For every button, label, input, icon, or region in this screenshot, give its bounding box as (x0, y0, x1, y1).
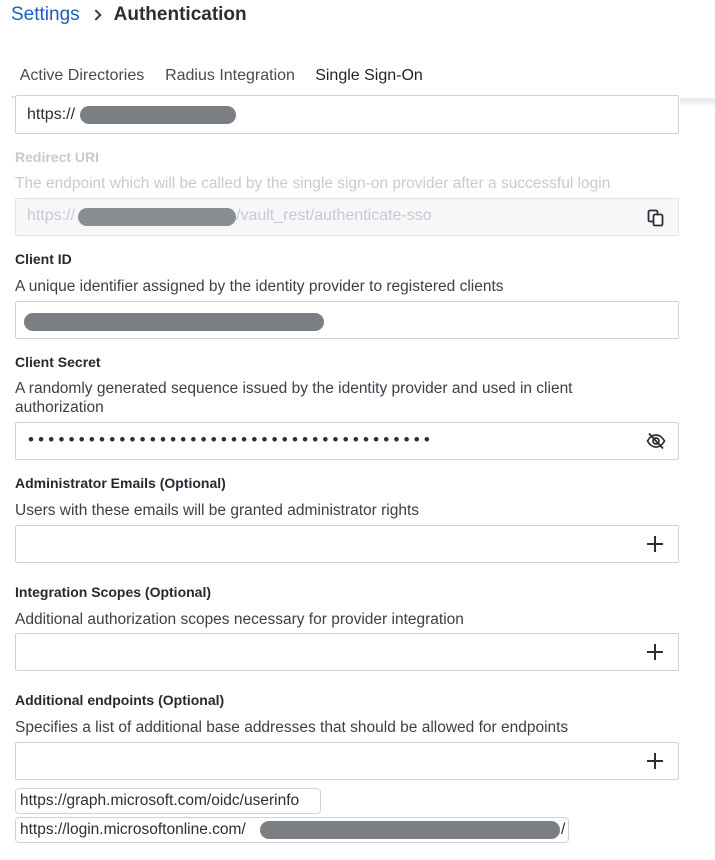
additional-endpoints-label: Additional endpoints (Optional) (15, 692, 225, 708)
redacted-text (80, 106, 236, 124)
plus-icon[interactable] (646, 752, 664, 770)
client-id-label: Client ID (15, 251, 72, 267)
integration-scopes-label: Integration Scopes (Optional) (15, 584, 212, 600)
redacted-text (260, 821, 560, 839)
tab-single-sign-on[interactable]: Single Sign-On (308, 58, 430, 98)
redirect-uri-field (15, 198, 679, 236)
integration-scopes-input[interactable] (15, 633, 679, 671)
redacted-text (78, 208, 236, 226)
redirect-uri-suffix: /vault_rest/authenticate-sso (236, 207, 432, 224)
scroll-shadow (680, 98, 715, 108)
redirect-uri-description: The endpoint which will be called by the single sign-on provider after a successful login (15, 175, 611, 192)
chevron-right-icon (90, 9, 101, 20)
client-secret-field[interactable] (15, 422, 679, 460)
redacted-text (24, 313, 324, 331)
endpoint-chip[interactable] (15, 788, 321, 814)
tab-active-directories[interactable]: Active Directories (11, 58, 153, 98)
provider-url-field[interactable] (15, 95, 679, 134)
client-secret-label: Client Secret (15, 354, 101, 370)
client-id-description: A unique identifier assigned by the identity provider to registered clients (15, 278, 504, 295)
breadcrumb (11, 3, 247, 27)
integration-scopes-description: Additional authorization scopes necessary for provider integration (15, 611, 464, 628)
additional-endpoints-description: Specifies a list of additional base addresses that should be allowed for endpoints (15, 719, 569, 736)
admin-emails-input[interactable] (15, 525, 679, 563)
redirect-uri-prefix: https:// (27, 207, 76, 224)
breadcrumb-settings-link[interactable]: Settings (11, 4, 80, 25)
tab-radius-integration[interactable]: Radius Integration (155, 58, 305, 98)
admin-emails-description: Users with these emails will be granted administrator rights (15, 502, 420, 519)
client-secret-masked-value: •••••••••••••••••••••••••••••••••••••••• (28, 430, 435, 449)
provider-url-value: https:// (27, 106, 76, 123)
redirect-uri-label: Redirect URI (15, 149, 100, 165)
plus-icon[interactable] (646, 643, 664, 661)
endpoint-chip[interactable] (15, 817, 569, 843)
copy-icon[interactable] (646, 208, 666, 228)
endpoint-chip-suffix: / (561, 821, 566, 838)
client-secret-description: A randomly generated sequence issued by the identity provider and used in client authorization (15, 380, 573, 416)
plus-icon[interactable] (646, 535, 664, 553)
endpoint-chip-text: https://login.microsoftonline.com/ (20, 821, 246, 838)
additional-endpoints-input[interactable] (15, 742, 679, 780)
admin-emails-label: Administrator Emails (Optional) (15, 475, 226, 491)
endpoint-chip-text: https://graph.microsoft.com/oidc/userinfo (20, 792, 300, 809)
page-title: Authentication (113, 4, 247, 25)
eye-off-icon[interactable] (646, 431, 666, 451)
client-id-field[interactable] (15, 301, 679, 339)
